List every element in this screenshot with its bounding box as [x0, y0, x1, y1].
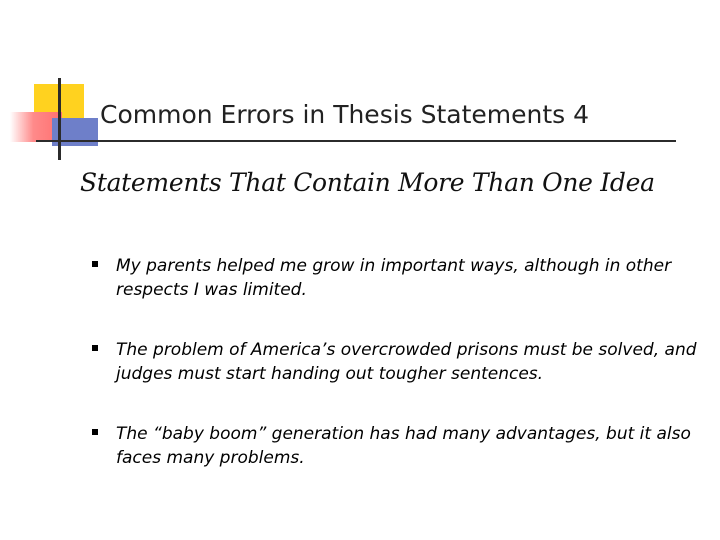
slide-subtitle: Statements That Contain More Than One Idea	[80, 168, 655, 197]
bullet-list	[92, 254, 702, 506]
bullet-item	[92, 254, 702, 302]
bullet-text: The problem of America’s overcrowded prisons must be solved, and judges must start handing out tougher sentences.	[116, 340, 697, 384]
logo-vertical-line	[58, 78, 61, 160]
square-bullet-icon	[92, 429, 98, 435]
bullet-text: My parents helped me grow in important ways, although in other respects I was limited.	[116, 256, 672, 300]
slide-title: Common Errors in Thesis Statements 4	[100, 100, 590, 129]
square-bullet-icon	[92, 345, 98, 351]
bullet-item	[92, 422, 702, 470]
title-divider-line	[36, 140, 676, 142]
square-bullet-icon	[92, 261, 98, 267]
bullet-item	[92, 338, 702, 386]
bullet-text: The “baby boom” generation has had many advantages, but it also faces many problems.	[116, 424, 691, 468]
